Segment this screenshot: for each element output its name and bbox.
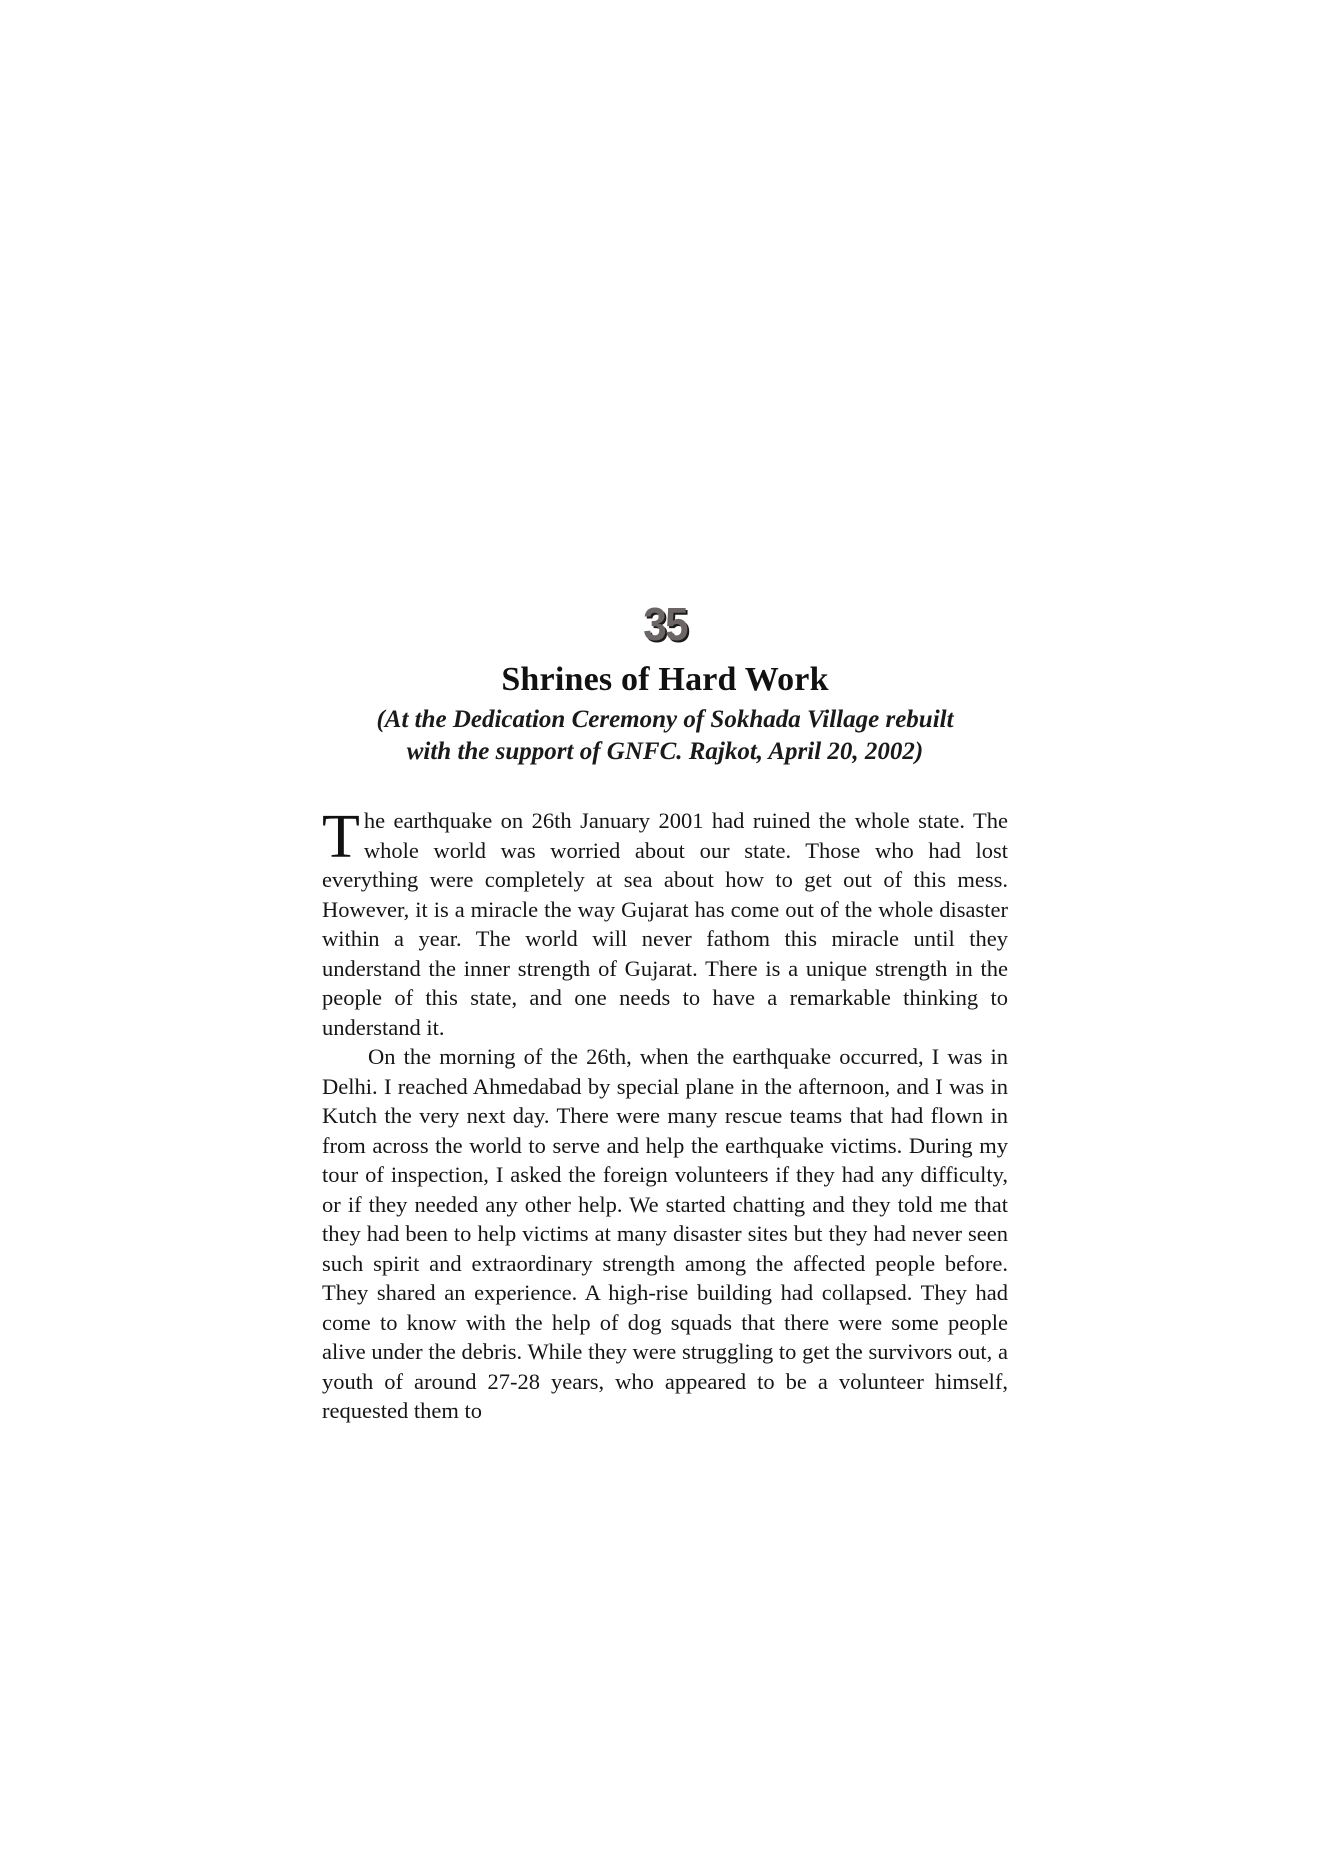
- subtitle-line-1: (At the Dedication Ceremony of Sokhada Village rebuilt: [376, 706, 954, 733]
- paragraph-2: [322, 1042, 1008, 1426]
- chapter-subtitle: [322, 704, 1008, 768]
- drop-cap: T: [322, 803, 360, 871]
- paragraph-1: [322, 803, 1008, 1042]
- subtitle-line-2: with the support of GNFC. Rajkot, April 20, 2002): [406, 738, 924, 765]
- chapter-body: [322, 803, 1008, 1426]
- chapter-number: 35: [643, 598, 687, 650]
- paragraph-2-text: On the morning of the 26th, when the earthquake occurred, I was in Delhi. I reached Ahmedabad by special plane in the afternoon, and I was in Kutch the very next day. There were many rescue teams that had flown in from across the world to serve and help the earthquake victims. During my tour of inspection, I asked the foreign volunteers if they had any difficulty, or if they needed any other help. We started chatting and they told me that they had been to help victims at many disaster sites but they had never seen such spirit and extraordinary strength among the affected people before. They shared an experience. A high-rise building had collapsed. They had come to know with the help of dog squads that there were some people alive under the debris. While they were struggling to get the survivors out, a youth of around 27-28 years, who appeared to be a volunteer himself, requested them to: [322, 1044, 1008, 1423]
- paragraph-1-text: he earthquake on 26th January 2001 had ruined the whole state. The whole world was worried about our state. Those who had lost everything were completely at sea about how to get out of this mess. However, it is a miracle the way Gujarat has come out of the whole disaster within a year. The world will never fathom this miracle until they understand the inner strength of Gujarat. There is a unique strength in the people of this state, and one needs to have a remarkable thinking to understand it.: [322, 808, 1008, 1040]
- book-page: [322, 598, 1008, 1426]
- chapter-title: Shrines of Hard Work: [501, 661, 829, 698]
